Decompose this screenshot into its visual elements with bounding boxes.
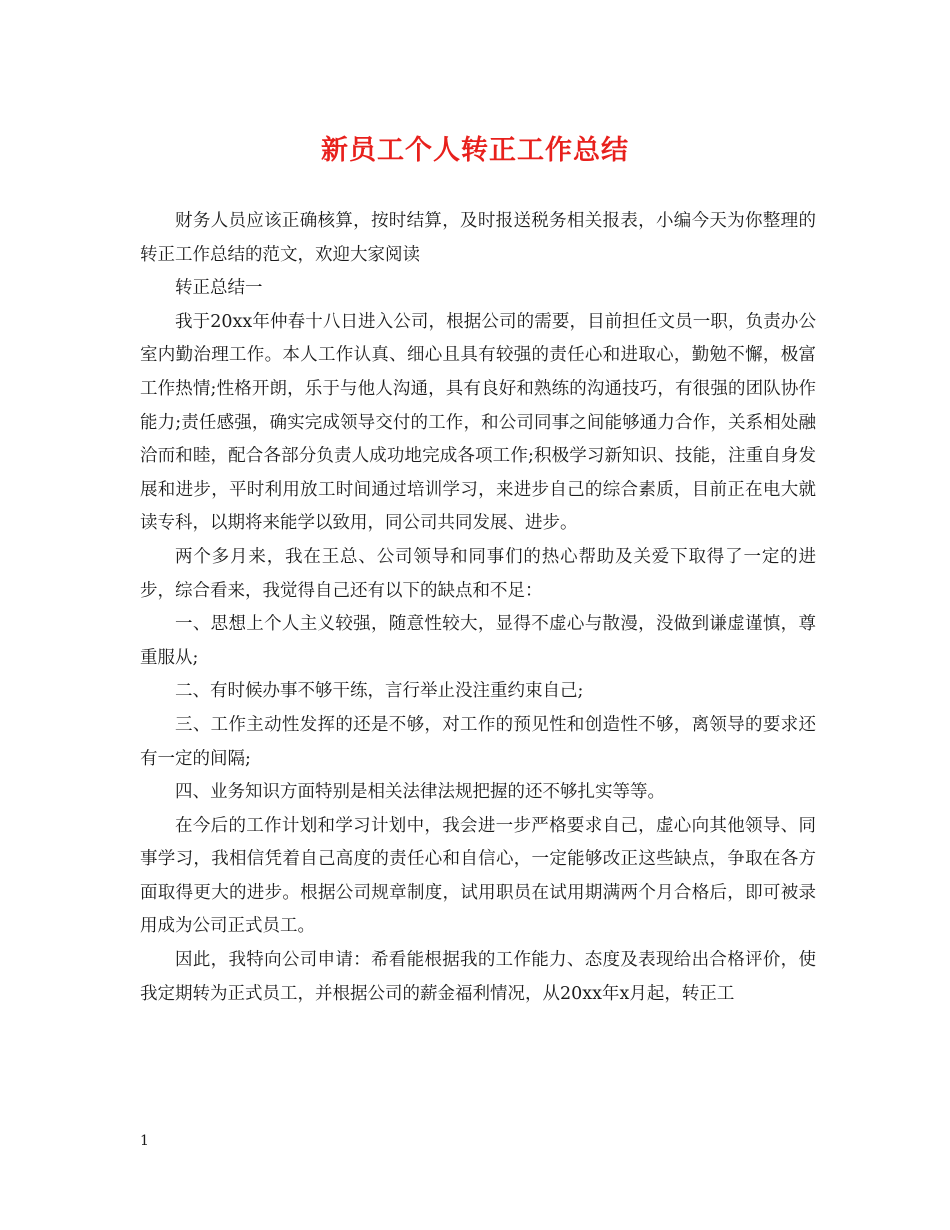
page-number: 1 [140, 1133, 149, 1149]
paragraph-self-description: 我于20xx年仲春十八日进入公司，根据公司的需要，目前担任文员一职，负责办公室内勤治理工作。本人工作认真、细心且具有较强的责任心和进取心，勤勉不懈，极富工作热情;性格开朗，乐于与他人沟通，具有良好和熟练的沟通技巧，有很强的团队协作能力;责任感强，确实完成领导交付的工作，和公司同事之间能够通力合作，关系相处融洽而和睦，配合各部分负责人成功地完成各项工作;积极学习新知识、技能，注重自身发展和进步，平时利用放工时间通过培训学习，来进步自己的综合素质，目前正在电大就读专科，以期将来能学以致用，同公司共同发展、进步。 [140, 311, 816, 534]
document-body [140, 205, 816, 1011]
list-item-shortcoming-4: 四、业务知识方面特别是相关法律法规把握的还不够扎实等等。 [175, 782, 665, 803]
list-item-shortcoming-1: 一、思想上个人主义较强，随意性较大，显得不虚心与散漫，没做到谦虚谨慎，尊重服从; [140, 614, 816, 668]
paragraph-future-plan: 在今后的工作计划和学习计划中，我会进一步严格要求自己，虚心向其他领导、同事学习，我相信凭着自己高度的责任心和自信心，一定能够改正这些缺点，争取在各方面取得更大的进步。根据公司规章制度，试用职员在试用期满两个月合格后，即可被录用成为公司正式员工。 [140, 815, 816, 937]
paragraph-shortcomings-intro: 两个多月来，我在王总、公司领导和同事们的热心帮助及关爱下取得了一定的进步，综合看来，我觉得自己还有以下的缺点和不足： [140, 546, 816, 601]
list-item-shortcoming-2: 二、有时候办事不够干练，言行举止没注重约束自己; [175, 681, 584, 702]
list-item-shortcoming-3: 三、工作主动性发挥的还是不够，对工作的预见性和创造性不够，离领导的要求还有一定的间隔; [140, 714, 816, 769]
document-title: 新员工个人转正工作总结 [321, 135, 629, 166]
section-heading: 转正总结一 [175, 278, 263, 299]
paragraph-intro: 财务人员应该正确核算，按时结算，及时报送税务相关报表，小编今天为你整理的转正工作总结的范文，欢迎大家阅读 [140, 211, 816, 265]
paragraph-application: 因此，我特向公司申请：希看能根据我的工作能力、态度及表现给出合格评价，使我定期转为正式员工，并根据公司的薪金福利情况，从20xx年x月起，转正工 [140, 950, 816, 1004]
